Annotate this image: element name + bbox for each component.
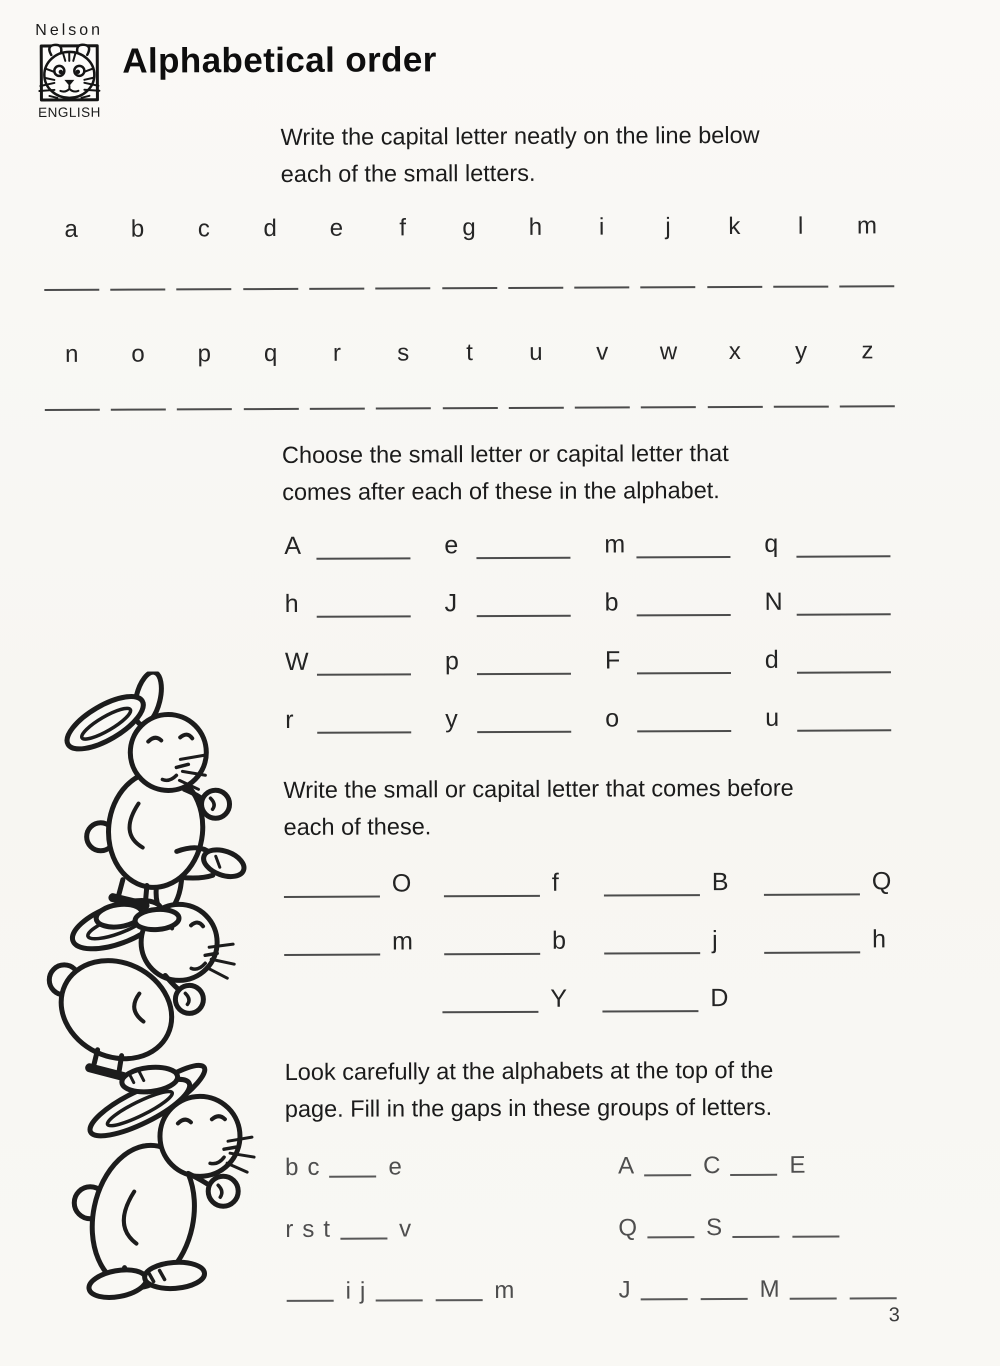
answer-blank[interactable] — [477, 725, 571, 733]
cue-letter-B: B — [711, 868, 729, 897]
blank-cell — [635, 260, 701, 288]
answer-blank[interactable] — [575, 380, 630, 408]
answer-blank[interactable] — [376, 381, 431, 409]
answer-blank[interactable] — [637, 724, 731, 732]
instruction-line: comes after each of these in the alphabet. — [282, 477, 720, 505]
cue-letter-b: b — [552, 926, 567, 955]
small-letter-d: d — [263, 214, 277, 243]
small-letter-v: v — [596, 338, 609, 366]
gap-letter-J: J — [618, 1276, 631, 1304]
answer-blank[interactable] — [796, 549, 890, 557]
small-letter-g: g — [462, 214, 476, 242]
answer-blank[interactable] — [243, 262, 298, 290]
comes-after-grid — [284, 501, 925, 736]
gap-blank[interactable] — [435, 1295, 482, 1301]
comes-before-row — [284, 839, 934, 900]
gap-blank[interactable] — [641, 1294, 688, 1300]
comes-before-item — [602, 984, 762, 1015]
answer-blank[interactable] — [476, 551, 570, 559]
small-letter-l: l — [797, 212, 804, 240]
letter-group — [618, 1120, 908, 1183]
answer-blank[interactable] — [316, 551, 410, 559]
tiger-icon — [37, 41, 101, 105]
answer-blank[interactable] — [764, 887, 860, 895]
answer-blank[interactable] — [840, 379, 895, 407]
small-letter-a: a — [64, 215, 78, 243]
stacked-rabbits-illustration — [26, 671, 283, 1326]
comes-after-item — [444, 503, 604, 562]
comes-before-grid — [284, 839, 935, 1016]
answer-blank[interactable] — [442, 1005, 538, 1013]
comes-before-item — [284, 927, 444, 958]
instruction-line: Look carefully at the alphabets at the top of the — [284, 1056, 774, 1085]
comes-before-item — [444, 927, 604, 958]
cue-letter-m: m — [604, 530, 626, 559]
cue-letter-h: h — [872, 925, 887, 954]
small-letter-e: e — [329, 214, 344, 242]
answer-blank[interactable] — [444, 947, 540, 955]
answer-blank[interactable] — [110, 262, 165, 290]
comes-before-item — [442, 985, 602, 1016]
gap-letter-M: M — [759, 1275, 780, 1303]
rabbit-bottom — [74, 1056, 255, 1301]
blank-cell — [436, 261, 502, 289]
answer-blank[interactable] — [636, 550, 730, 558]
blank-cell — [834, 259, 900, 287]
small-letter-b: b — [130, 215, 145, 243]
comes-after-item — [284, 503, 444, 562]
cue-letter-Q: Q — [871, 867, 892, 896]
cue-letter-Y: Y — [550, 984, 568, 1013]
comes-before-row — [442, 955, 934, 1015]
gap-blank[interactable] — [701, 1294, 748, 1300]
page-title: Alphabetical order — [122, 40, 437, 81]
answer-blank[interactable] — [310, 382, 365, 410]
comes-after-item — [604, 502, 764, 561]
answer-blank[interactable] — [317, 725, 411, 733]
small-letter-k: k — [728, 212, 741, 240]
answer-blank[interactable] — [177, 382, 232, 410]
answer-blank[interactable] — [508, 261, 563, 289]
gap-blank[interactable] — [732, 1232, 779, 1238]
blank-cell — [370, 261, 436, 289]
nelson-english-logo — [27, 22, 111, 120]
small-letter-q: q — [263, 339, 278, 368]
cue-letter-p: p — [444, 647, 459, 676]
comes-after-item — [285, 619, 445, 678]
answer-blank[interactable] — [243, 382, 298, 410]
gap-letter-b: b — [285, 1153, 299, 1181]
small-letter-p: p — [197, 340, 212, 368]
cue-letter-D: D — [710, 984, 729, 1013]
letter-group — [285, 1246, 523, 1309]
comes-after-item — [285, 677, 445, 736]
small-letter-o: o — [131, 340, 145, 368]
instruction-line: each of the small letters. — [280, 159, 536, 187]
cue-letter-W: W — [284, 647, 309, 676]
cue-letter-b: b — [604, 588, 619, 617]
small-letter-z: z — [861, 337, 874, 365]
gap-letter-i: i — [345, 1277, 352, 1305]
cue-letter-A: A — [284, 531, 302, 560]
letter-group — [285, 1122, 523, 1185]
answer-blank[interactable] — [284, 890, 380, 898]
letter-group — [618, 1182, 908, 1245]
cue-letter-F: F — [604, 646, 621, 675]
answer-blank[interactable] — [477, 609, 571, 617]
gap-blank[interactable] — [644, 1170, 691, 1176]
answer-blank[interactable] — [442, 381, 497, 409]
cue-letter-O: O — [391, 869, 412, 898]
comes-before-row — [284, 897, 934, 958]
blank-cell — [702, 380, 768, 408]
answer-blank[interactable] — [637, 608, 731, 616]
blank-cell — [437, 381, 503, 409]
instruction-line: Write the capital letter neatly on the line below — [280, 121, 760, 150]
cue-letter-J: J — [444, 589, 458, 618]
small-letter-y: y — [795, 337, 808, 365]
gap-letter-e: e — [388, 1153, 402, 1181]
alphabet-letters-row-2 — [39, 337, 901, 369]
alphabet-blanks-row-2 — [39, 379, 901, 411]
answer-blank[interactable] — [602, 1004, 698, 1012]
small-letter-n: n — [64, 340, 79, 368]
gap-blank[interactable] — [647, 1232, 694, 1238]
comes-after-item — [445, 619, 605, 678]
answer-blank[interactable] — [444, 889, 540, 897]
small-letter-m: m — [856, 212, 877, 240]
blank-cell — [569, 260, 635, 288]
cue-letter-h: h — [284, 589, 299, 618]
instruction-write-capitals — [281, 117, 760, 193]
blank-cell — [303, 262, 369, 290]
cue-letter-m: m — [392, 927, 414, 956]
answer-blank[interactable] — [604, 888, 700, 896]
comes-after-item — [444, 561, 604, 620]
letter-group — [618, 1244, 908, 1307]
small-letter-h: h — [528, 213, 543, 241]
answer-blank[interactable] — [707, 380, 762, 408]
cue-letter-N: N — [764, 587, 783, 616]
brand-series: ENGLISH — [38, 104, 101, 121]
rabbit-top — [59, 671, 248, 931]
answer-blank[interactable] — [442, 261, 497, 289]
alphabet-blanks-row-1 — [38, 259, 900, 291]
small-letter-s: s — [397, 339, 410, 367]
answer-blank[interactable] — [574, 260, 629, 288]
gap-letter-Q: Q — [618, 1214, 638, 1242]
page-number: 3 — [888, 1304, 900, 1327]
answer-blank[interactable] — [797, 665, 891, 673]
answer-blank[interactable] — [797, 723, 891, 731]
fill-gaps-right-column — [618, 1120, 909, 1307]
cue-letter-d: d — [764, 645, 779, 674]
comes-after-item — [605, 676, 765, 735]
answer-blank[interactable] — [44, 383, 99, 411]
alphabet-letters-row-1 — [38, 212, 900, 244]
comes-after-item — [605, 618, 765, 677]
gap-letter-v: v — [398, 1215, 412, 1243]
small-letter-u: u — [529, 338, 543, 366]
blank-cell — [39, 383, 105, 411]
answer-blank[interactable] — [707, 260, 762, 288]
blank-cell — [635, 380, 701, 408]
small-letter-r: r — [332, 339, 342, 367]
comes-before-item — [764, 925, 924, 956]
gap-blank[interactable] — [375, 1295, 422, 1301]
small-letter-t: t — [466, 339, 473, 367]
comes-before-item — [444, 869, 604, 900]
gap-letter-m: m — [494, 1276, 515, 1305]
blank-cell — [569, 380, 635, 408]
answer-blank[interactable] — [773, 260, 828, 288]
blank-cell — [502, 261, 568, 289]
answer-blank[interactable] — [774, 380, 829, 408]
comes-after-item — [284, 561, 444, 620]
instruction-fill-gaps — [285, 1052, 774, 1128]
cue-letter-e: e — [444, 531, 459, 560]
answer-blank[interactable] — [797, 607, 891, 615]
small-letter-f: f — [399, 214, 407, 242]
comes-after-item — [765, 617, 925, 676]
letter-group — [285, 1184, 523, 1247]
instruction-line: Choose the small letter or capital letter that — [281, 439, 729, 468]
gap-blank[interactable] — [340, 1233, 387, 1239]
instruction-line: page. Fill in the gaps in these groups of letters. — [284, 1093, 773, 1122]
answer-blank[interactable] — [764, 945, 860, 953]
blank-cell — [370, 381, 436, 409]
instruction-comes-before — [283, 770, 794, 846]
cue-letter-r: r — [285, 705, 294, 734]
brand-name: Nelson — [35, 21, 104, 40]
small-letter-x: x — [728, 337, 741, 365]
gap-letter-A: A — [618, 1152, 635, 1180]
instruction-line: Write the small or capital letter that comes before — [283, 774, 794, 803]
cue-letter-o: o — [605, 704, 620, 733]
small-letter-j: j — [665, 213, 671, 241]
cue-letter-y: y — [445, 705, 458, 734]
cue-letter-f: f — [551, 868, 559, 897]
answer-blank[interactable] — [44, 263, 99, 291]
gap-letter-j: j — [359, 1277, 366, 1305]
answer-blank[interactable] — [604, 946, 700, 954]
gap-blank[interactable] — [790, 1294, 837, 1300]
fill-gaps-left-column — [285, 1122, 523, 1309]
comes-before-item — [284, 869, 444, 900]
blank-cell — [104, 262, 170, 290]
blank-cell — [38, 263, 104, 291]
answer-blank[interactable] — [284, 948, 380, 956]
answer-blank[interactable] — [637, 666, 731, 674]
small-letter-c: c — [197, 215, 210, 243]
instruction-comes-after — [282, 435, 729, 511]
answer-blank[interactable] — [317, 667, 411, 675]
small-letter-w: w — [659, 338, 678, 366]
gap-letter-r: r — [285, 1215, 294, 1243]
blank-cell — [105, 382, 171, 410]
blank-cell — [171, 262, 237, 290]
comes-after-item — [764, 501, 924, 560]
answer-blank[interactable] — [641, 260, 696, 288]
blank-cell — [701, 260, 767, 288]
blank-cell — [768, 260, 834, 288]
answer-blank[interactable] — [641, 380, 696, 408]
blank-cell — [834, 379, 900, 407]
comes-after-item — [765, 675, 925, 734]
gap-blank[interactable] — [287, 1296, 334, 1302]
small-letter-i: i — [598, 213, 605, 241]
instruction-line: each of these. — [283, 813, 432, 840]
gap-letter-S: S — [705, 1214, 723, 1242]
gap-letter-s: s — [302, 1215, 315, 1243]
cue-letter-j: j — [712, 926, 718, 955]
blank-cell — [768, 380, 834, 408]
gap-letter-C: C — [703, 1152, 721, 1180]
answer-blank[interactable] — [176, 262, 231, 290]
comes-before-item — [764, 867, 924, 898]
cue-letter-u: u — [765, 703, 780, 732]
comes-after-item — [445, 677, 605, 736]
blank-cell — [171, 382, 237, 410]
comes-after-item — [764, 559, 924, 618]
gap-blank[interactable] — [329, 1172, 376, 1178]
comes-before-item — [604, 868, 764, 899]
rabbit-middle — [44, 855, 235, 1095]
blank-cell — [237, 262, 303, 290]
gap-letter-E: E — [789, 1151, 806, 1179]
answer-blank[interactable] — [477, 667, 571, 675]
answer-blank[interactable] — [111, 382, 166, 410]
answer-blank[interactable] — [309, 262, 364, 290]
gap-blank[interactable] — [850, 1293, 897, 1299]
gap-letter-c: c — [307, 1153, 320, 1181]
gap-letter-t: t — [323, 1215, 331, 1243]
comes-before-item — [604, 926, 764, 957]
blank-cell — [304, 382, 370, 410]
gap-blank[interactable] — [730, 1170, 777, 1176]
gap-blank[interactable] — [792, 1232, 839, 1238]
cue-letter-q: q — [764, 529, 779, 558]
answer-blank[interactable] — [375, 261, 430, 289]
answer-blank[interactable] — [509, 381, 564, 409]
comes-after-item — [604, 560, 764, 619]
blank-cell — [503, 381, 569, 409]
answer-blank[interactable] — [317, 609, 411, 617]
answer-blank[interactable] — [840, 259, 895, 287]
blank-cell — [238, 382, 304, 410]
